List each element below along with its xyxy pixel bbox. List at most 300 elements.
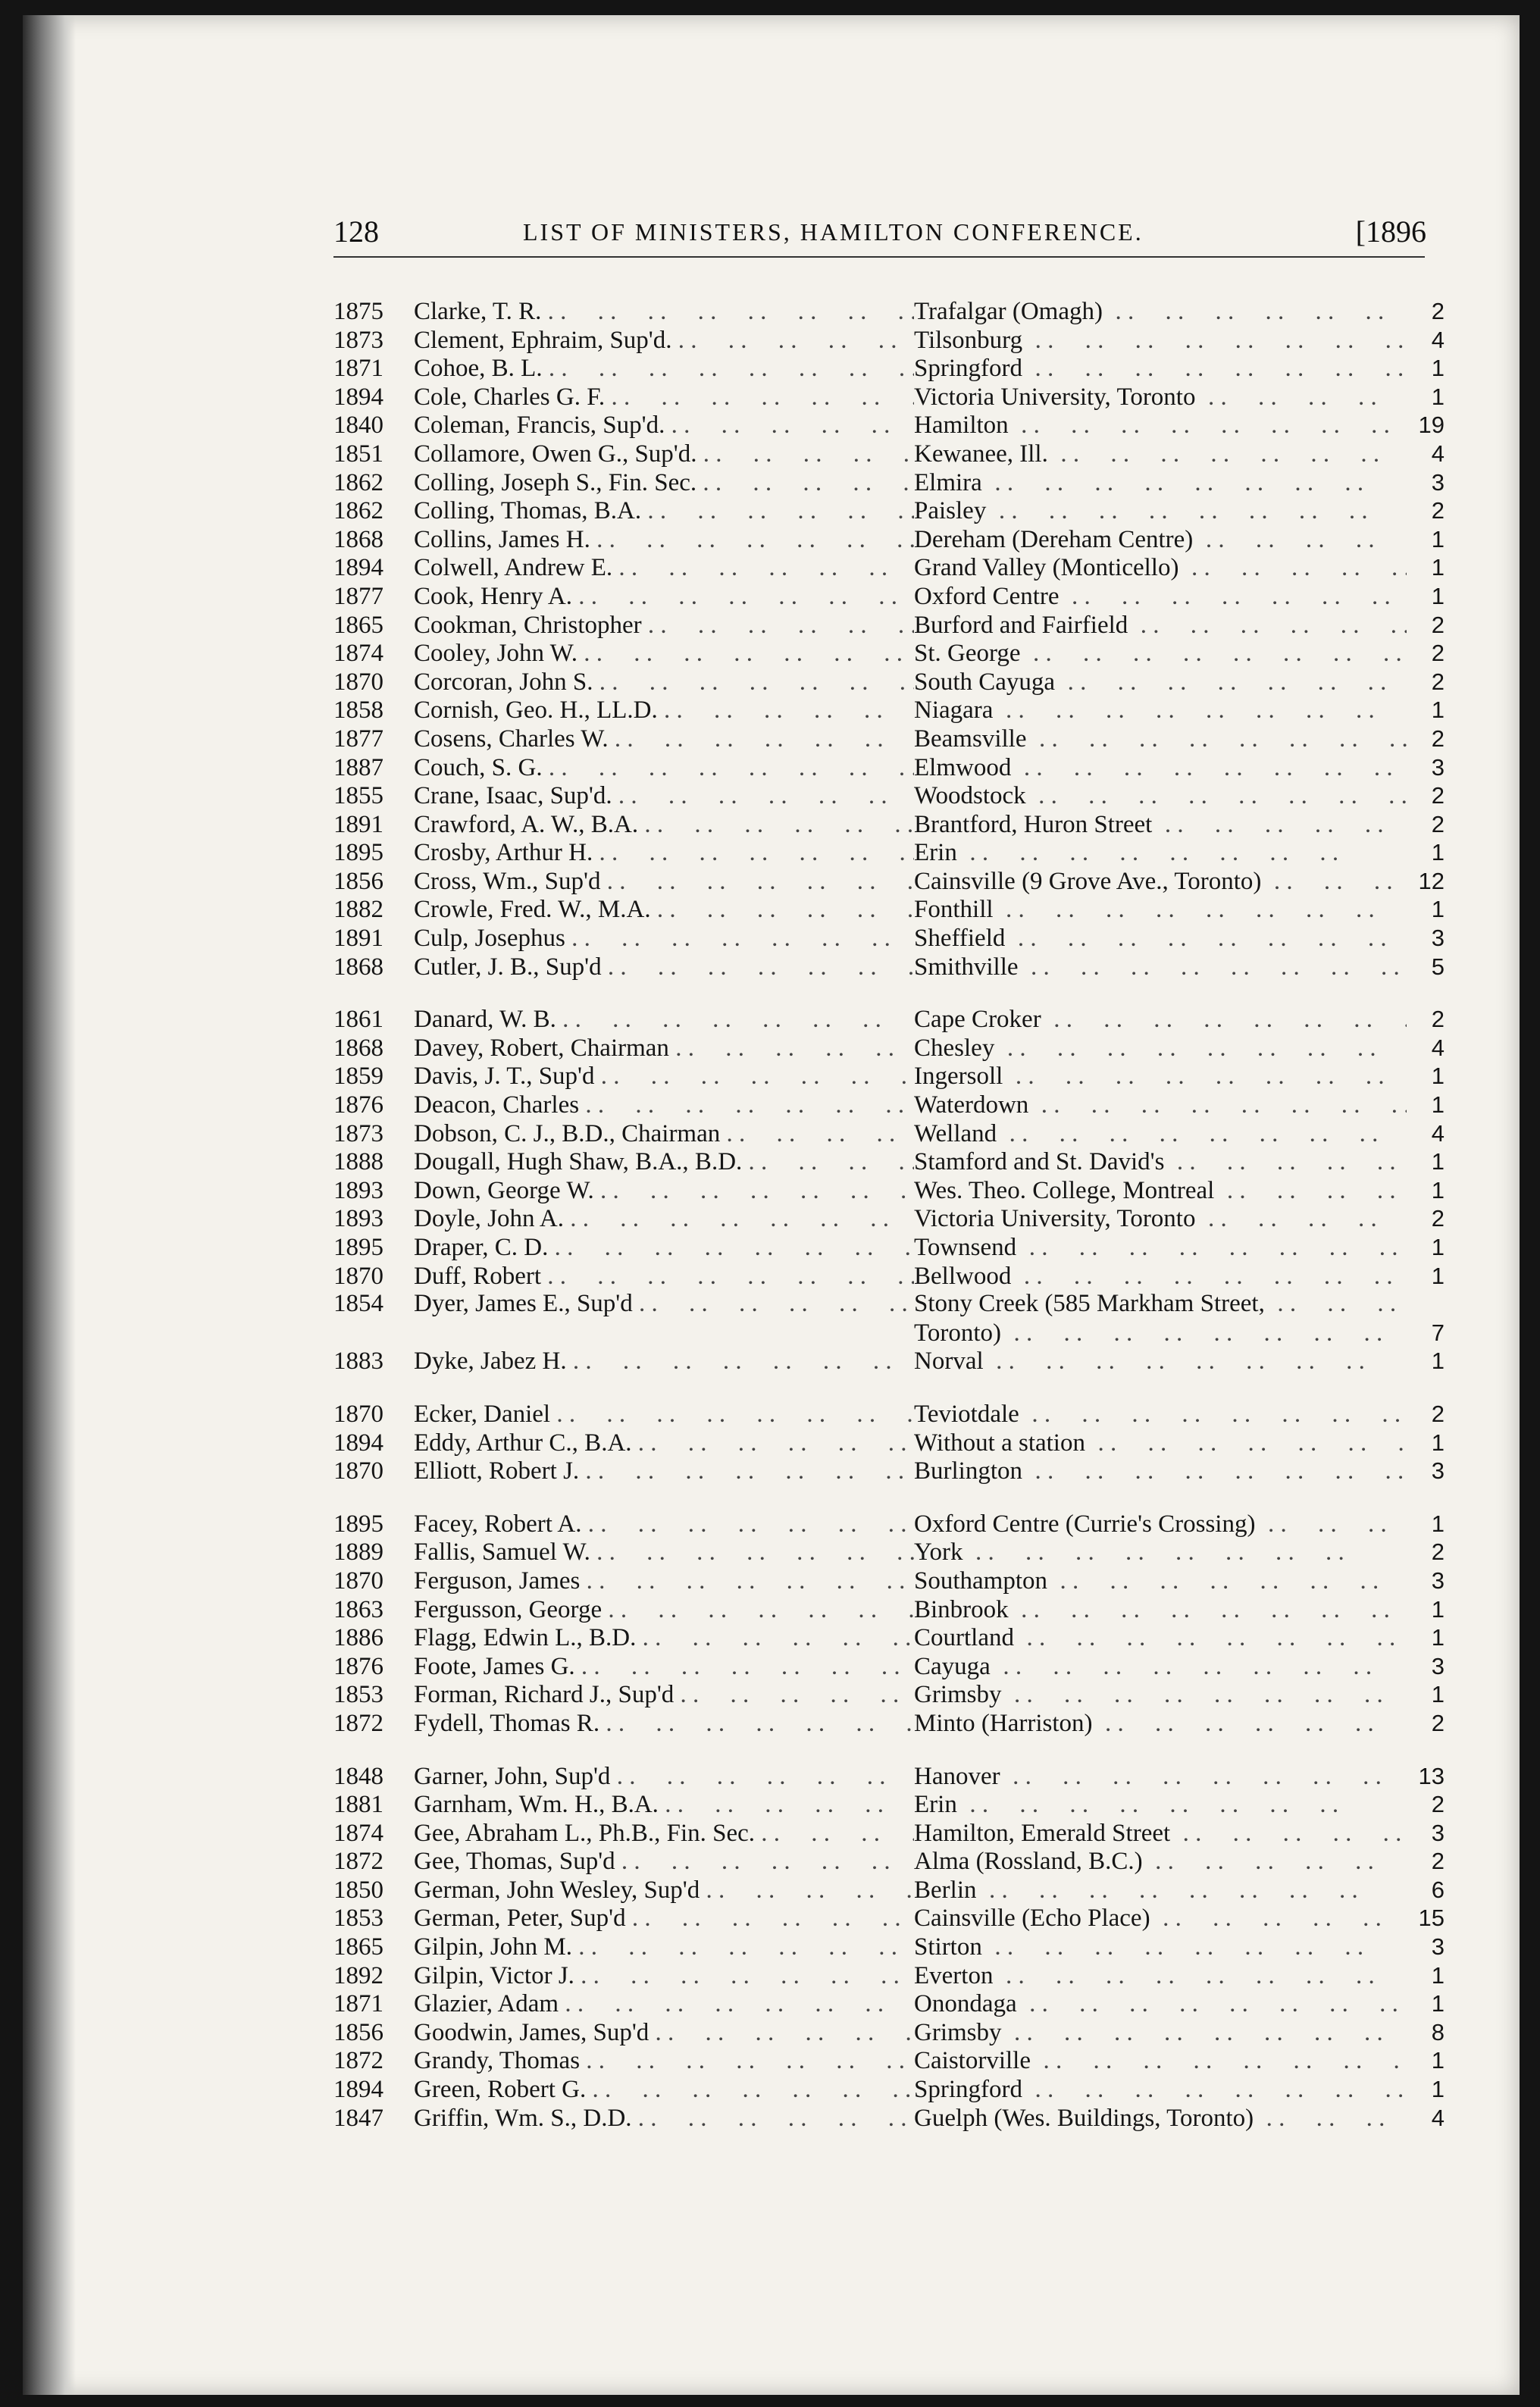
station-name: Oxford Centre (Currie's Crossing) . . (914, 1510, 1407, 1539)
entry-year: 1859 (333, 1063, 383, 1091)
minister-name: German, Peter, Sup'd . . (414, 1905, 914, 1933)
letter-group (333, 1005, 1455, 1376)
entry-year: 1847 (333, 2104, 383, 2132)
years-count: 1 (1431, 1595, 1445, 1623)
list-item (333, 1400, 1455, 1429)
entry-year: 1892 (333, 1961, 383, 1989)
page-title: LIST OF MINISTERS, HAMILTON CONFERENCE. (523, 218, 1144, 246)
years-count: 1 (1431, 1176, 1445, 1204)
entry-year: 1871 (333, 1990, 383, 2018)
years-count: 4 (1431, 2104, 1445, 2131)
entry-year: 1868 (333, 1034, 383, 1062)
entry-year: 1870 (333, 668, 383, 696)
years-count: 1 (1431, 1510, 1445, 1537)
years-count: 1 (1431, 1091, 1445, 1119)
list-item (333, 468, 1455, 497)
years-count: 1 (1431, 1063, 1445, 1090)
entry-year: 1870 (333, 1457, 383, 1485)
minister-name: Dyer, James E., Sup'd . . (414, 1290, 914, 1319)
entry-year: 1894 (333, 2076, 383, 2104)
entry-year: 1893 (333, 1205, 383, 1233)
list-item (333, 639, 1455, 668)
minister-name: Garner, John, Sup'd . . (414, 1763, 914, 1792)
station-name: Niagara . . (914, 696, 1407, 725)
station-name: Binbrook . . (914, 1596, 1407, 1625)
minister-name: Gee, Abraham L., Ph.B., Fin. Sec. . . (414, 1820, 914, 1848)
list-item (333, 1062, 1455, 1091)
list-item (333, 496, 1455, 525)
list-item (333, 1652, 1455, 1681)
years-count: 1 (1431, 2076, 1445, 2103)
letter-group (333, 297, 1455, 981)
years-count: 2 (1431, 810, 1445, 837)
station-name: Courtland . . (914, 1624, 1407, 1653)
minister-name: Eddy, Arthur C., B.A. . . (414, 1429, 914, 1458)
entry-year: 1895 (333, 1234, 383, 1261)
years-count: 4 (1431, 326, 1445, 353)
minister-name: Goodwin, James, Sup'd . . (414, 2019, 914, 2048)
station-name: Minto (Harriston) . . (914, 1710, 1407, 1739)
entry-year: 1861 (333, 1006, 383, 1034)
entry-year: 1891 (333, 925, 383, 953)
header-rule (333, 256, 1425, 258)
station-name: Everton . . (914, 1962, 1407, 1991)
entry-year: 1894 (333, 1429, 383, 1457)
station-name: South Cayuga . . (914, 668, 1407, 697)
list-item (333, 1961, 1455, 1990)
entry-year: 1874 (333, 1819, 383, 1847)
entry-year: 1856 (333, 2018, 383, 2046)
entry-year: 1863 (333, 1595, 383, 1623)
station-name: Springford . . (914, 355, 1407, 383)
years-count: 2 (1431, 497, 1445, 524)
minister-name: Garnham, Wm. H., B.A. . . (414, 1791, 914, 1820)
minister-name: Collamore, Owen G., Sup'd. . . (414, 440, 914, 469)
entry-year: 1868 (333, 525, 383, 553)
entry-year: 1876 (333, 1091, 383, 1119)
list-item (333, 1347, 1455, 1376)
years-count: 1 (1431, 554, 1445, 581)
list-item (333, 383, 1455, 412)
years-count: 19 (1418, 412, 1445, 439)
station-name: Burlington . . (914, 1457, 1407, 1486)
station-name: Kewanee, Ill. . . (914, 440, 1407, 469)
entry-year: 1882 (333, 896, 383, 924)
minister-name: Cohoe, B. L. . . (414, 355, 914, 383)
entry-year: 1887 (333, 753, 383, 781)
station-name: Grimsby . . (914, 1681, 1407, 1710)
minister-name: Forman, Richard J., Sup'd . . (414, 1681, 914, 1710)
list-item (333, 411, 1455, 440)
station-name: Beamsville . . (914, 725, 1407, 754)
years-count: 1 (1431, 1262, 1445, 1289)
list-item (333, 1933, 1455, 1961)
minister-name: German, John Wesley, Sup'd . . (414, 1876, 914, 1905)
entry-year: 1889 (333, 1538, 383, 1567)
station-name: St. George . . (914, 640, 1407, 668)
list-item (333, 326, 1455, 355)
station-name: Brantford, Huron Street . . (914, 811, 1407, 840)
years-count: 1 (1431, 896, 1445, 923)
minister-name: Draper, C. D. . . (414, 1234, 914, 1263)
minister-name: Green, Robert G. . . (414, 2076, 914, 2105)
station-name: Wes. Theo. College, Montreal . . (914, 1177, 1407, 1206)
minister-name: Cookman, Christopher . . (414, 612, 914, 640)
years-count: 1 (1431, 1234, 1445, 1260)
entry-year: 1840 (333, 412, 383, 440)
list-item (333, 1623, 1455, 1652)
years-count: 1 (1431, 525, 1445, 552)
years-count: 3 (1431, 1933, 1445, 1961)
list-item (333, 953, 1455, 981)
entry-year: 1891 (333, 810, 383, 838)
station-name: York . . (914, 1538, 1407, 1567)
list-item (333, 1005, 1455, 1034)
years-count: 1 (1431, 1681, 1445, 1708)
minister-name: Cosens, Charles W. . . (414, 725, 914, 754)
station-name: Elmira . . (914, 469, 1407, 498)
station-name: Sheffield . . (914, 925, 1407, 953)
station-name: Oxford Centre . . (914, 583, 1407, 612)
years-count: 1 (1431, 1429, 1445, 1456)
years-count: 1 (1431, 696, 1445, 724)
station-name: Erin . . (914, 839, 1407, 868)
entry-year: 1862 (333, 497, 383, 525)
minister-name: Danard, W. B. . . (414, 1006, 914, 1034)
list-item (333, 810, 1455, 839)
minister-name: Cross, Wm., Sup'd . . (414, 868, 914, 897)
list-item (333, 1819, 1455, 1848)
years-count: 1 (1431, 1148, 1445, 1175)
list-item (333, 1709, 1455, 1738)
years-count: 3 (1431, 925, 1445, 952)
station-name: Grand Valley (Monticello) . . (914, 554, 1407, 583)
list-item (333, 1147, 1455, 1176)
minister-name: Crane, Isaac, Sup'd. . . (414, 782, 914, 811)
list-item (333, 1429, 1455, 1457)
years-count: 2 (1431, 1538, 1445, 1566)
years-count: 13 (1418, 1762, 1445, 1789)
entry-year: 1865 (333, 611, 383, 639)
years-count: 1 (1431, 1990, 1445, 2017)
list-item (333, 2075, 1455, 2104)
entry-year: 1872 (333, 2047, 383, 2075)
years-count: 7 (1431, 1319, 1445, 1346)
entry-year: 1876 (333, 1652, 383, 1680)
station-name: Elmwood . . (914, 754, 1407, 783)
station-name: Hamilton, Emerald Street . . (914, 1820, 1407, 1848)
minister-name: Down, George W. . . (414, 1177, 914, 1206)
list-item (333, 1904, 1455, 1933)
list-item (333, 1034, 1455, 1063)
list-item (333, 696, 1455, 725)
minister-name: Couch, S. G. . . (414, 754, 914, 783)
years-count: 6 (1431, 1876, 1445, 1903)
station-name: Southampton . . (914, 1567, 1407, 1596)
station-name: Burford and Fairfield . . (914, 612, 1407, 640)
years-count: 2 (1431, 725, 1445, 752)
years-count: 3 (1431, 1819, 1445, 1846)
minister-name: Doyle, John A. . . (414, 1205, 914, 1234)
station-name: Victoria University, Toronto . . (914, 383, 1407, 412)
minister-name: Deacon, Charles . . (414, 1091, 914, 1120)
years-count: 4 (1431, 1119, 1445, 1147)
entry-year: 1877 (333, 582, 383, 610)
entry-year: 1873 (333, 326, 383, 354)
station-name: Ingersoll . . (914, 1063, 1407, 1091)
station-name: Stirton . . (914, 1933, 1407, 1962)
years-count: 2 (1431, 1400, 1445, 1427)
minister-name: Culp, Josephus . . (414, 925, 914, 953)
years-count: 2 (1431, 640, 1445, 667)
years-count: 1 (1431, 582, 1445, 609)
list-item (333, 1538, 1455, 1567)
entry-year: 1886 (333, 1624, 383, 1652)
minister-name: Flagg, Edwin L., B.D. . . (414, 1624, 914, 1653)
station-name: Stony Creek (585 Markham Street, . . (914, 1290, 1407, 1319)
minister-name: Facey, Robert A. . . (414, 1510, 914, 1539)
entry-year: 1868 (333, 953, 383, 981)
minister-name: Cooley, John W. . . (414, 640, 914, 668)
station-name: Erin . . (914, 1791, 1407, 1820)
entry-year: 1854 (333, 1290, 383, 1318)
minister-name: Cook, Henry A. . . (414, 583, 914, 612)
list-item (333, 1319, 1455, 1347)
minister-name: Clarke, T. R. . . (414, 298, 914, 327)
list-item (333, 440, 1455, 468)
entry-year: 1858 (333, 696, 383, 725)
minister-name: Colling, Joseph S., Fin. Sec. . . (414, 469, 914, 498)
station-name: Guelph (Wes. Buildings, Toronto) . . (914, 2105, 1407, 2133)
minister-name: Cornish, Geo. H., LL.D. . . (414, 696, 914, 725)
list-item (333, 1762, 1455, 1791)
page-number: 128 (333, 214, 379, 249)
list-item (333, 2046, 1455, 2075)
list-item (333, 582, 1455, 611)
minister-name: Dyke, Jabez H. . . (414, 1347, 914, 1376)
header-year: [1896 (1355, 214, 1426, 249)
list-item (333, 553, 1455, 582)
letter-group (333, 1400, 1455, 1485)
station-name: Alma (Rossland, B.C.) . . (914, 1848, 1407, 1876)
minister-name: Dobson, C. J., B.D., Chairman . . (414, 1120, 914, 1149)
minister-name: Fergusson, George . . (414, 1596, 914, 1625)
entry-year: 1875 (333, 298, 383, 325)
list-item (333, 1989, 1455, 2018)
list-item (333, 1680, 1455, 1709)
entry-year: 1870 (333, 1400, 383, 1428)
entry-year: 1877 (333, 725, 383, 753)
minister-name: Grandy, Thomas . . (414, 2047, 914, 2076)
years-count: 1 (1431, 1624, 1445, 1651)
years-count: 5 (1431, 953, 1445, 980)
years-count: 12 (1418, 867, 1445, 894)
minister-name: Ecker, Daniel . . (414, 1401, 914, 1429)
station-name: Cainsville (9 Grove Ave., Toronto) . . (914, 868, 1407, 897)
entry-year: 1888 (333, 1148, 383, 1176)
years-count: 8 (1431, 2018, 1445, 2045)
years-count: 1 (1431, 2047, 1445, 2074)
list-item (333, 1119, 1455, 1148)
minister-name: Cutler, J. B., Sup'd . . (414, 953, 914, 982)
entry-year: 1850 (333, 1876, 383, 1904)
station-name: Paisley . . (914, 497, 1407, 526)
list-item (333, 1176, 1455, 1205)
entry-year: 1872 (333, 1709, 383, 1737)
list-item (333, 1847, 1455, 1876)
station-name: Trafalgar (Omagh) . . (914, 298, 1407, 327)
station-name: Springford . . (914, 2076, 1407, 2105)
entry-year: 1862 (333, 468, 383, 496)
list-item (333, 1233, 1455, 1262)
years-count: 2 (1431, 1848, 1445, 1875)
list-item (333, 781, 1455, 810)
entry-year: 1856 (333, 867, 383, 895)
list-item (333, 1876, 1455, 1905)
years-count: 1 (1431, 355, 1445, 382)
entry-year: 1872 (333, 1848, 383, 1876)
years-count: 2 (1431, 1709, 1445, 1736)
minister-name: Cole, Charles G. F. . . (414, 383, 914, 412)
list-item (333, 2104, 1455, 2133)
years-count: 3 (1431, 1567, 1445, 1594)
entry-year: 1870 (333, 1567, 383, 1595)
entry-year: 1855 (333, 782, 383, 810)
station-name: Cainsville (Echo Place) . . (914, 1905, 1407, 1933)
list-item (333, 1290, 1455, 1319)
entry-year: 1893 (333, 1176, 383, 1204)
station-name: Townsend . . (914, 1234, 1407, 1263)
minister-name: Crawford, A. W., B.A. . . (414, 811, 914, 840)
years-count: 3 (1431, 468, 1445, 496)
list-item (333, 1457, 1455, 1485)
years-count: 1 (1431, 1961, 1445, 1989)
station-name: Stamford and St. David's . . (914, 1148, 1407, 1177)
station-name: Fonthill . . (914, 896, 1407, 925)
years-count: 2 (1431, 782, 1445, 809)
minister-name: Griffin, Wm. S., D.D. . . (414, 2105, 914, 2133)
list-item (333, 1567, 1455, 1595)
ministers-list (333, 297, 1455, 2156)
entry-year: 1870 (333, 1262, 383, 1290)
entry-year: 1853 (333, 1905, 383, 1933)
station-name: Victoria University, Toronto . . (914, 1205, 1407, 1234)
letter-group (333, 1510, 1455, 1738)
list-item (333, 354, 1455, 383)
years-count: 2 (1431, 611, 1445, 638)
station-name: Bellwood . . (914, 1263, 1407, 1291)
minister-name: Coleman, Francis, Sup'd. . . (414, 412, 914, 440)
minister-name: Davey, Robert, Chairman . . (414, 1034, 914, 1063)
station-name: Chesley . . (914, 1034, 1407, 1063)
station-name: Without a station . . (914, 1429, 1407, 1458)
years-count: 3 (1431, 753, 1445, 781)
minister-name: Foote, James G. . . (414, 1653, 914, 1682)
years-count: 3 (1431, 1652, 1445, 1679)
entry-year: 1848 (333, 1762, 383, 1790)
minister-name: Crosby, Arthur H. . . (414, 839, 914, 868)
minister-name: Gilpin, John M. . . (414, 1933, 914, 1962)
book-page (23, 15, 1520, 2395)
station-name: Smithville . . (914, 953, 1407, 982)
list-item (333, 297, 1455, 326)
list-item (333, 838, 1455, 867)
list-item (333, 525, 1455, 554)
station-name: Woodstock . . (914, 782, 1407, 811)
years-count: 1 (1431, 839, 1445, 866)
entry-year: 1883 (333, 1347, 383, 1376)
minister-name: Duff, Robert . . (414, 1263, 914, 1291)
entry-year: 1874 (333, 640, 383, 668)
entry-year: 1881 (333, 1791, 383, 1819)
station-name: Waterdown . . (914, 1091, 1407, 1120)
station-name: Norval . . (914, 1347, 1407, 1376)
years-count: 4 (1431, 440, 1445, 467)
station-name: Hanover . . (914, 1763, 1407, 1792)
station-name: Toronto) . . (914, 1319, 1407, 1348)
list-item (333, 1510, 1455, 1538)
list-item (333, 668, 1455, 696)
station-name: Dereham (Dereham Centre) . . (914, 526, 1407, 555)
station-name: Tilsonburg . . (914, 327, 1407, 355)
minister-name: Ferguson, James . . (414, 1567, 914, 1596)
list-item (333, 924, 1455, 953)
years-count: 1 (1431, 1347, 1445, 1375)
years-count: 1 (1431, 383, 1445, 410)
entry-year: 1873 (333, 1119, 383, 1147)
list-item (333, 867, 1455, 896)
minister-name: Glazier, Adam . . (414, 1990, 914, 2019)
running-header (309, 214, 1446, 259)
station-name: Cayuga . . (914, 1653, 1407, 1682)
minister-name: Dougall, Hugh Shaw, B.A., B.D. . . (414, 1148, 914, 1177)
list-item (333, 1091, 1455, 1119)
years-count: 4 (1431, 1034, 1445, 1061)
entry-year: 1895 (333, 839, 383, 867)
minister-name: Colling, Thomas, B.A. . . (414, 497, 914, 526)
entry-year: 1853 (333, 1681, 383, 1709)
list-item (333, 753, 1455, 782)
station-name: Cape Croker . . (914, 1006, 1407, 1034)
minister-name: Crowle, Fred. W., M.A. . . (414, 896, 914, 925)
entry-year: 1894 (333, 554, 383, 582)
minister-name: Gee, Thomas, Sup'd . . (414, 1848, 914, 1876)
entry-year: 1865 (333, 1933, 383, 1961)
years-count: 2 (1431, 1791, 1445, 1818)
list-item (333, 1204, 1455, 1233)
list-item (333, 895, 1455, 924)
years-count: 3 (1431, 1457, 1445, 1485)
entry-year: 1895 (333, 1510, 383, 1538)
entry-year: 1894 (333, 383, 383, 411)
list-item (333, 1595, 1455, 1624)
minister-name: Elliott, Robert J. . . (414, 1457, 914, 1486)
years-count: 2 (1431, 1006, 1445, 1033)
minister-name: Collins, James H. . . (414, 526, 914, 555)
list-item (333, 1262, 1455, 1291)
minister-name: Davis, J. T., Sup'd . . (414, 1063, 914, 1091)
station-name: Hamilton . . (914, 412, 1407, 440)
list-item (333, 1790, 1455, 1819)
station-name: Caistorville . . (914, 2047, 1407, 2076)
station-name: Welland . . (914, 1120, 1407, 1149)
minister-name: Gilpin, Victor J. . . (414, 1962, 914, 1991)
station-name: Teviotdale . . (914, 1401, 1407, 1429)
years-count: 2 (1431, 298, 1445, 324)
entry-year: 1851 (333, 440, 383, 468)
years-count: 2 (1431, 1205, 1445, 1232)
station-name: Onondaga . . (914, 1990, 1407, 2019)
